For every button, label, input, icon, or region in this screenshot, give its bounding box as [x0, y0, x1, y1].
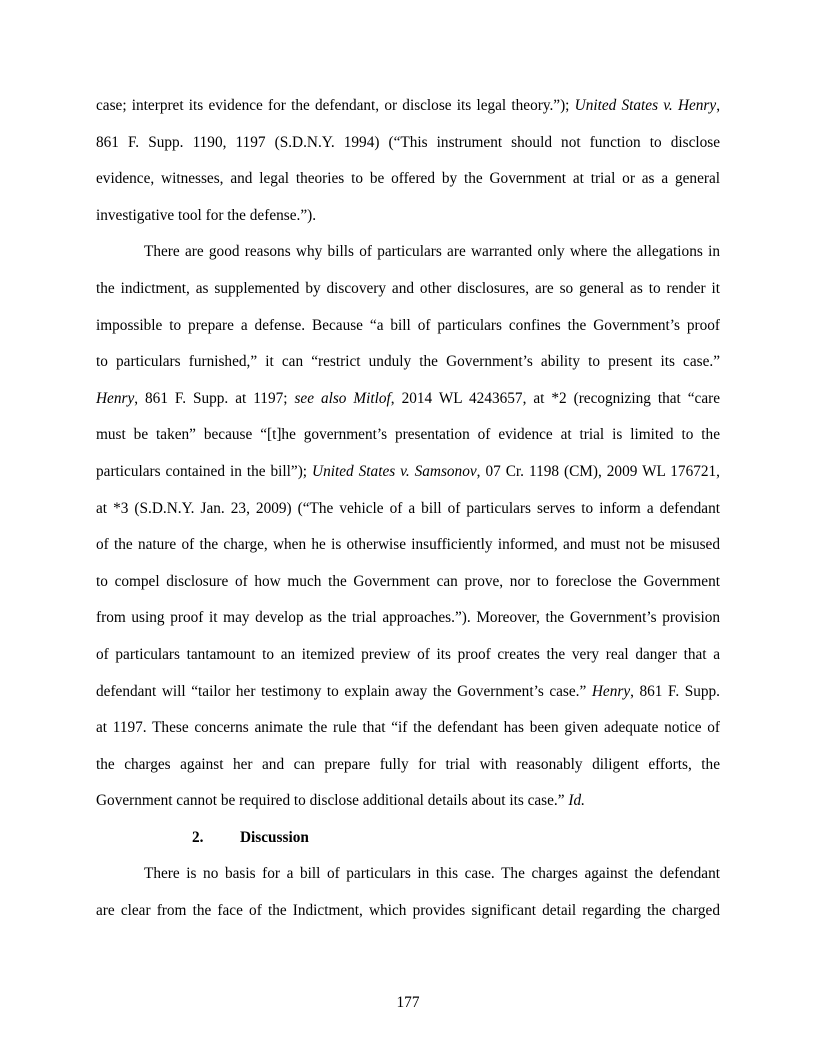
text-line: of particulars tantamount to an itemized preview of its proof creates the very real danger that a: [96, 645, 720, 663]
paragraph-3: [96, 856, 720, 929]
text-line: Henry, 861 F. Supp. at 1197; see also Mitlof, 2014 WL 4243657, at *2 (recognizing that “care: [96, 389, 720, 407]
text-line: the indictment, as supplemented by discovery and other disclosures, are so general as to render it: [96, 279, 720, 297]
text-line: There are good reasons why bills of particulars are warranted only where the allegations in: [144, 243, 720, 261]
text-line: 861 F. Supp. 1190, 1197 (S.D.N.Y. 1994) (“This instrument should not function to disclose: [96, 133, 720, 151]
section-title: Discussion: [240, 828, 309, 846]
text-line: of the nature of the charge, when he is otherwise insufficiently informed, and must not be misused: [96, 536, 720, 554]
text-line: particulars contained in the bill”); United States v. Samsonov, 07 Cr. 1198 (CM), 2009 WL 176721,: [96, 462, 720, 480]
text-line: investigative tool for the defense.”).: [96, 206, 317, 224]
text-line: must be taken” because “[t]he government’s presentation of evidence at trial is limited to the: [96, 426, 720, 444]
text-line: evidence, witnesses, and legal theories to be offered by the Government at trial or as a general: [96, 170, 720, 188]
text-line: are clear from the face of the Indictment, which provides significant detail regarding the charged: [96, 902, 720, 920]
text-line: at *3 (S.D.N.Y. Jan. 23, 2009) (“The vehicle of a bill of particulars serves to inform a defendant: [96, 499, 720, 517]
section-heading: [96, 820, 720, 857]
text-line: from using proof it may develop as the trial approaches.”). Moreover, the Government’s provision: [96, 609, 720, 627]
page-number: 177: [396, 994, 420, 1011]
text-line: There is no basis for a bill of particulars in this case. The charges against the defendant: [144, 865, 720, 883]
text-line: Government cannot be required to disclose additional details about its case.” Id.: [96, 792, 585, 810]
text-line: impossible to prepare a defense. Because “a bill of particulars confines the Government’s proof: [96, 316, 720, 334]
text-line: to compel disclosure of how much the Government can prove, nor to foreclose the Government: [96, 572, 720, 590]
text-line: the charges against her and can prepare fully for trial with reasonably diligent efforts, the: [96, 755, 720, 773]
text-line: to particulars furnished,” it can “restrict unduly the Government’s ability to present its case.”: [96, 353, 720, 371]
text-line: at 1197. These concerns animate the rule that “if the defendant has been given adequate notice of: [96, 719, 720, 737]
paragraph-1: [96, 88, 720, 234]
document-body: [96, 88, 720, 930]
paragraph-2: [96, 234, 720, 820]
text-line: case; interpret its evidence for the defendant, or disclose its legal theory.”); United States v. Henry,: [96, 97, 721, 114]
section-number: 2.: [192, 828, 204, 846]
text-line: defendant will “tailor her testimony to explain away the Government’s case.” Henry, 861 F. Supp.: [96, 682, 720, 700]
